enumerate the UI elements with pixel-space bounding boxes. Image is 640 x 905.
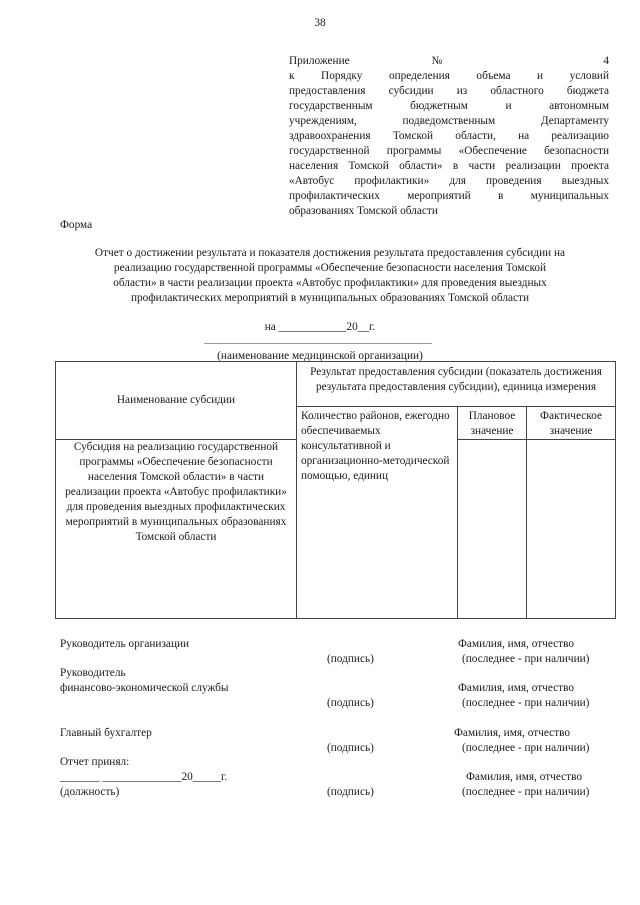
fio-note: (последнее - при наличии) [462, 653, 590, 665]
signature-caption: (подпись) [327, 697, 374, 709]
signature-caption: (подпись) [327, 742, 374, 754]
actual-value-cell [527, 440, 616, 619]
fio-note: (последнее - при наличии) [462, 786, 590, 798]
org-name-caption: (наименование медицинской организации) [217, 350, 423, 362]
chief-accountant-label: Главный бухгалтер [60, 727, 152, 739]
planned-value-header: Плановое значение [458, 407, 527, 440]
fio-note: (последнее - при наличии) [462, 697, 590, 709]
fio-caption: Фамилия, имя, отчество [466, 771, 582, 783]
appendix-line: «Автобус профилактики» для проведения выездных [289, 175, 609, 187]
appendix-line: населения Томской области» в части реализации проекта [289, 160, 609, 172]
position-caption: (должность) [60, 786, 120, 798]
appendix-line: Приложение № 4 [289, 55, 609, 67]
appendix-line: учреждениям, подведомственным Департаменту [289, 115, 609, 127]
form-label: Форма [60, 219, 93, 231]
appendix-line: предоставления субсидии из областного бюджета [289, 85, 609, 97]
signature-caption: (подпись) [327, 786, 374, 798]
report-accepted-label: Отчет принял: [60, 756, 130, 768]
appendix-line: государственным бюджетным и автономным [289, 100, 609, 112]
org-name-blank-line [204, 343, 432, 344]
fio-note: (последнее - при наличии) [462, 742, 590, 754]
appendix-line: здравоохранения Томской области, на реализацию [289, 130, 609, 142]
result-header: Результат предоставления субсидии (показатель достижения результата предоставления субсидии), единица измерения [297, 362, 616, 407]
appendix-line: профилактических мероприятий в муниципальных [289, 190, 609, 202]
appendix-header [289, 54, 609, 219]
subsidy-name-cell: Субсидия на реализацию государственной программы «Обеспечение безопасности населения Томской области» в части реализации проекта «Автобус профилактики» для проведения выездных профилактических мероприятий в муниципальных образованиях Томской области [56, 440, 297, 619]
head-of-organization-label: Руководитель организации [60, 638, 190, 650]
appendix-line: государственной программы «Обеспечение безопасности [289, 145, 609, 157]
results-table [55, 361, 616, 619]
fio-caption: Фамилия, имя, отчество [458, 682, 574, 694]
report-title [55, 246, 605, 306]
fio-caption: Фамилия, имя, отчество [458, 638, 574, 650]
page-number: 38 [314, 17, 326, 29]
report-title-line: профилактических мероприятий в муниципальных образованиях Томской области [130, 292, 530, 304]
report-title-line: реализацию государственной программы «Обеспечение безопасности населения Томской [113, 262, 547, 274]
report-title-line: Отчет о достижении результата и показателя достижения результата предоставления субсидии на [94, 247, 566, 259]
report-title-line: области» в части реализации проекта «Автобус профилактики» для проведения выездных [113, 277, 547, 289]
actual-value-header: Фактическое значение [527, 407, 616, 440]
report-date-line: на ____________20__г. [264, 321, 376, 333]
head-of-finance-label-2: финансово-экономической службы [60, 682, 229, 694]
indicator-name-cell: Количество районов, ежегодно обеспечиваемых консультативной и организационно-методической помощью, единиц [297, 407, 458, 619]
planned-value-cell [458, 440, 527, 619]
accepted-date-blank: _______ ______________20_____г. [60, 771, 228, 783]
appendix-line: образованиях Томской области [289, 205, 438, 217]
head-of-finance-label: Руководитель [60, 667, 126, 679]
fio-caption: Фамилия, имя, отчество [454, 727, 570, 739]
subsidy-name-header: Наименование субсидии [56, 362, 297, 440]
signature-caption: (подпись) [327, 653, 374, 665]
appendix-line: к Порядку определения объема и условий [289, 70, 609, 82]
